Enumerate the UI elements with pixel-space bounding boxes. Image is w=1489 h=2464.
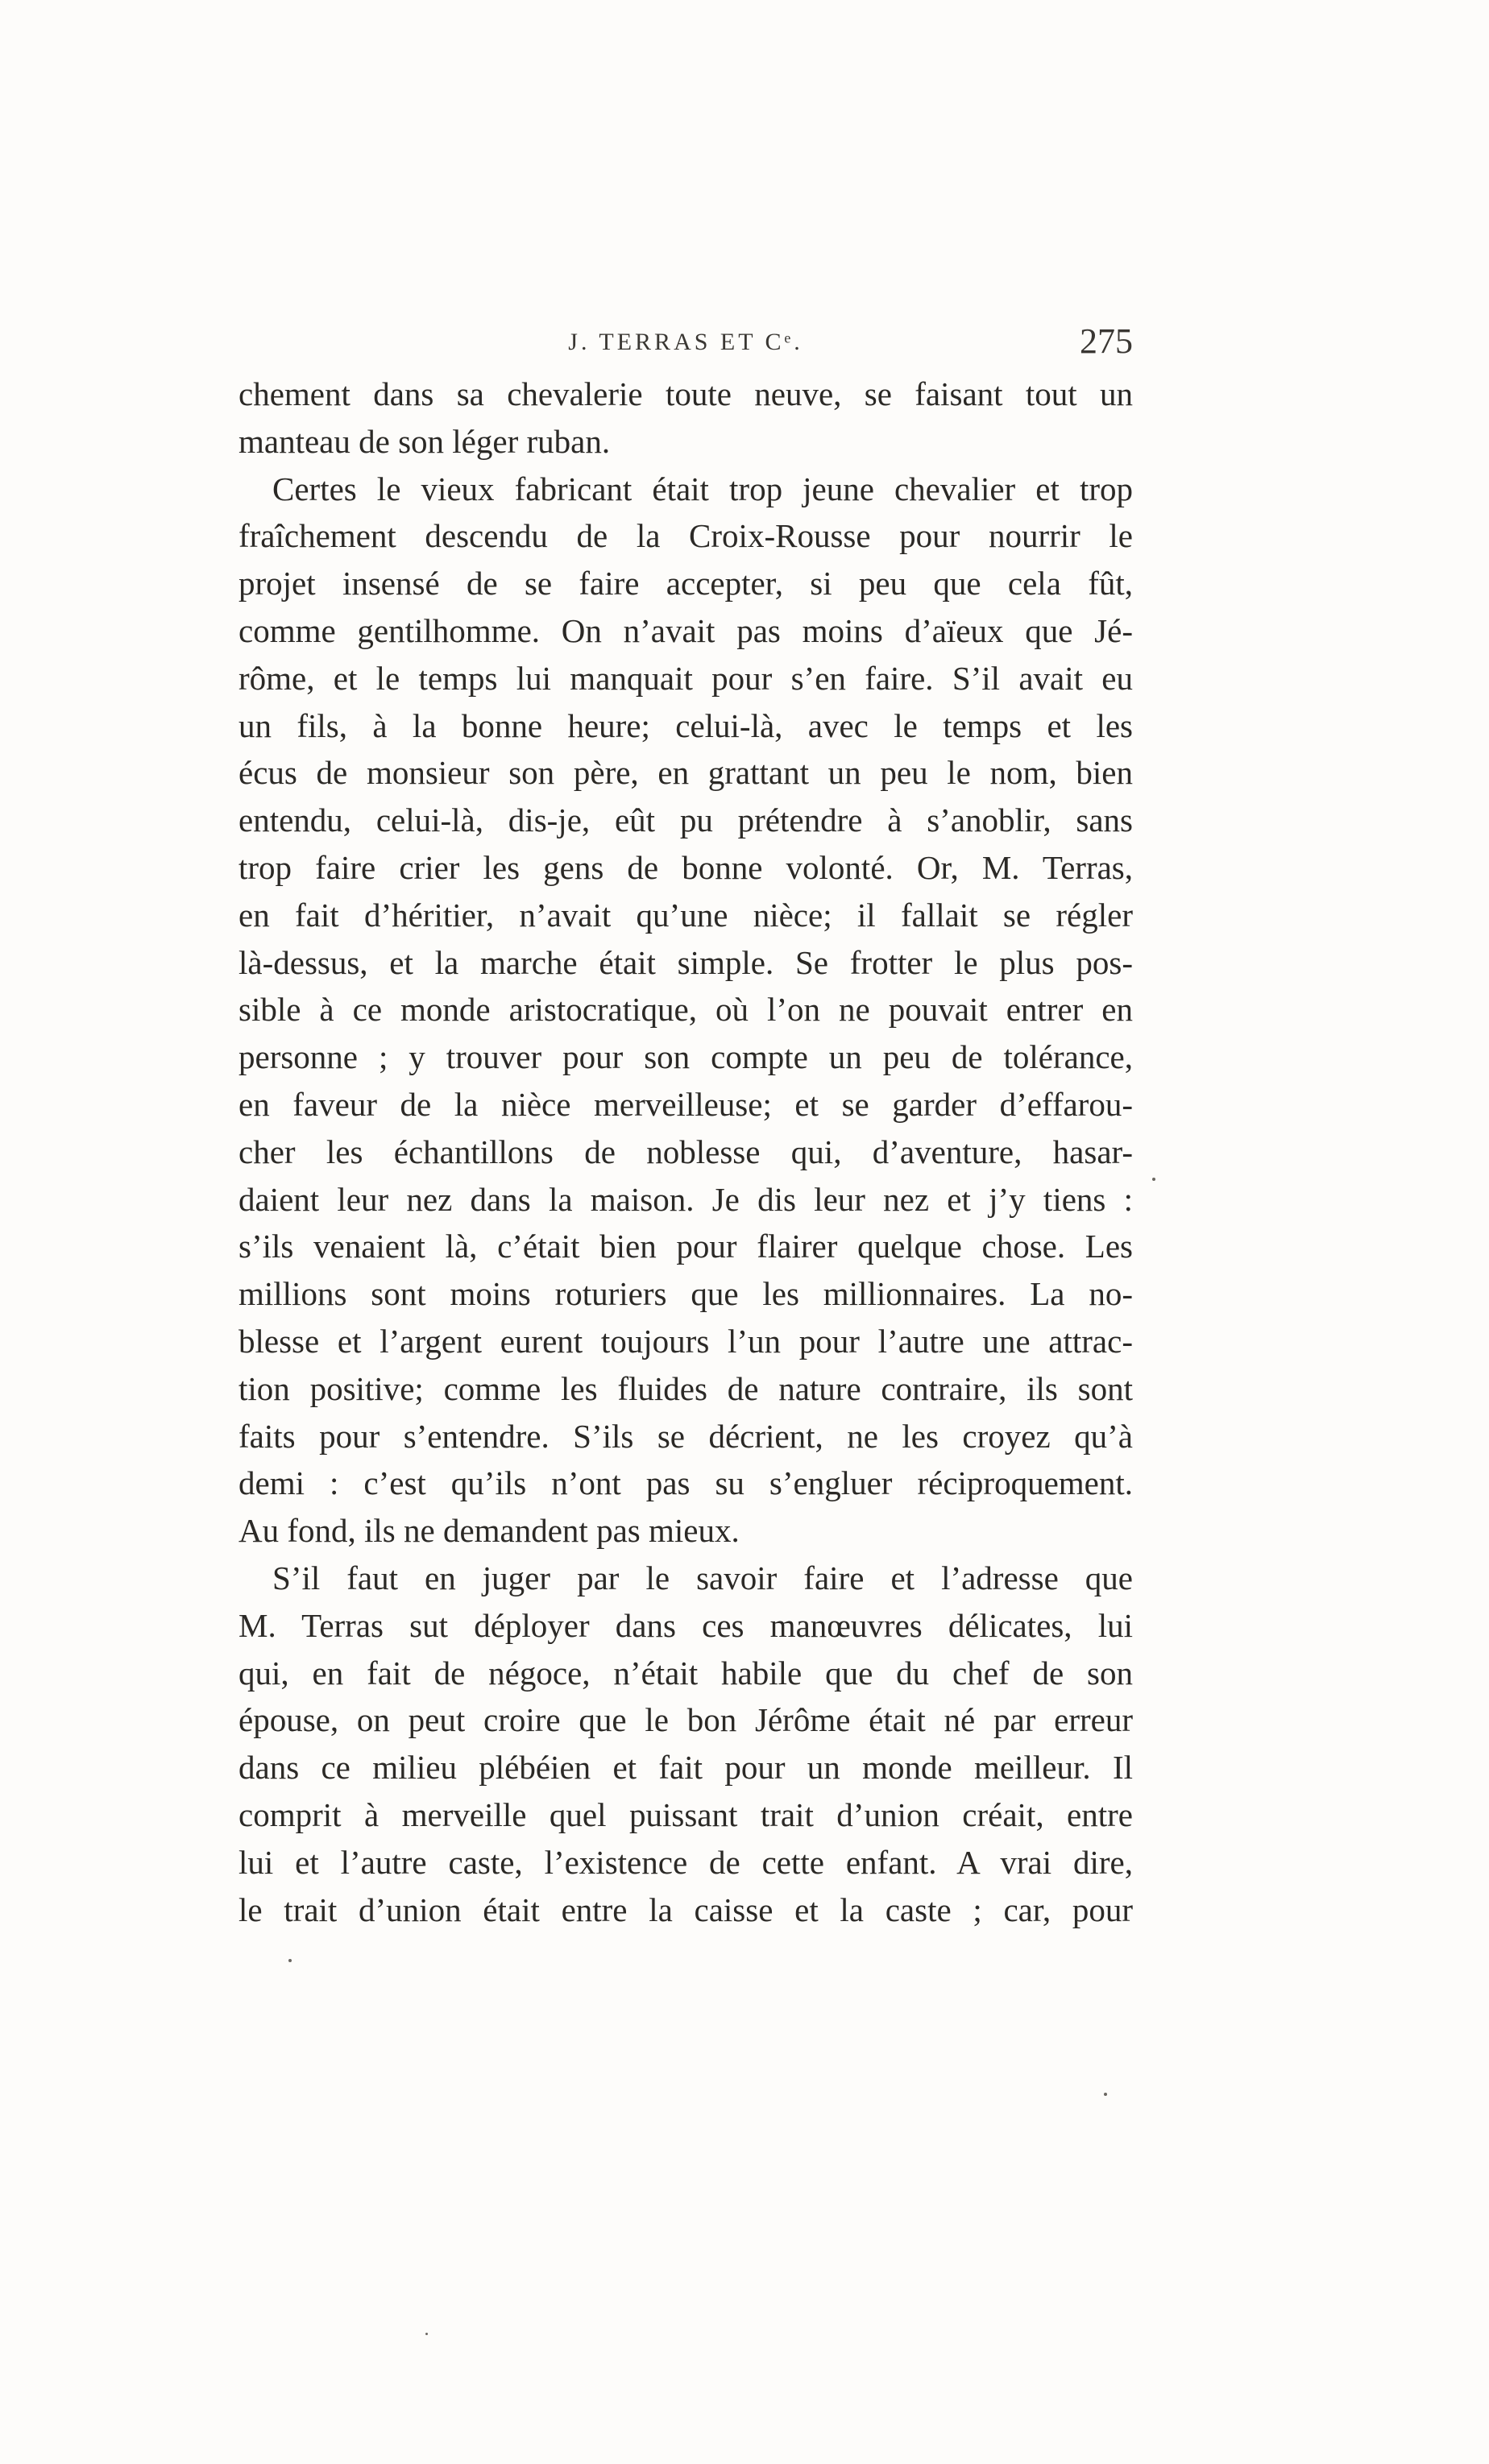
text-line: personne ; y trouver pour son compte un peu de tolérance, — [238, 1038, 1133, 1076]
ink-speck — [1104, 2093, 1107, 2096]
text-line: sible à ce monde aristocratique, où l’on ne pouvait entrer en — [238, 991, 1133, 1029]
text-line: millions sont moins roturiers que les millionnaires. La no- — [238, 1275, 1133, 1313]
text-line: épouse, on peut croire que le bon Jérôme était né par erreur — [238, 1701, 1133, 1739]
text-line: S’il faut en juger par le savoir faire et l’adresse que — [272, 1559, 1133, 1596]
text-line: blesse et l’argent eurent toujours l’un pour l’autre une attrac- — [238, 1322, 1133, 1360]
text-line: un fils, à la bonne heure; celui-là, avec le temps et les — [238, 706, 1133, 744]
text-line: entendu, celui-là, dis-je, eût pu prétendre à s’anoblir, sans — [238, 801, 1133, 839]
body-text — [238, 371, 1133, 1933]
text-line: dans ce milieu plébéien et fait pour un monde meilleur. Il — [238, 1749, 1133, 1787]
text-line: fraîchement descendu de la Croix-Rousse pour nourrir le — [238, 517, 1133, 555]
text-line: Certes le vieux fabricant était trop jeune chevalier et trop — [272, 470, 1133, 507]
text-line: tion positive; comme les fluides de nature contraire, ils sont — [238, 1369, 1133, 1407]
text-line: s’ils venaient là, c’était bien pour flairer quelque chose. Les — [238, 1228, 1133, 1265]
ink-speck — [288, 1959, 292, 1962]
text-line: rôme, et le temps lui manquait pour s’en faire. S’il avait eu — [238, 659, 1133, 697]
text-line: en fait d’héritier, n’avait qu’une nièce; il fallait se régler — [238, 896, 1133, 934]
text-line: cher les échantillons de noblesse qui, d’aventure, hasar- — [238, 1133, 1133, 1170]
text-line: projet insensé de se faire accepter, si peu que cela fût, — [238, 565, 1133, 603]
running-title: J. TERRAS ET Cᵉ. — [568, 329, 803, 355]
running-head — [238, 321, 1133, 369]
text-line: manteau de son léger ruban. — [238, 422, 611, 460]
text-line: demi : c’est qu’ils n’ont pas su s’engluer réciproquement. — [238, 1464, 1133, 1502]
text-line: écus de monsieur son père, en grattant un peu le nom, bien — [238, 754, 1133, 792]
text-line: lui et l’autre caste, l’existence de cette enfant. A vrai dire, — [238, 1843, 1133, 1881]
text-line: Au fond, ils ne demandent pas mieux. — [238, 1512, 740, 1550]
ink-speck — [1152, 1178, 1155, 1181]
text-line: faits pour s’entendre. S’ils se décrient, ne les croyez qu’à — [238, 1417, 1133, 1455]
text-line: trop faire crier les gens de bonne volonté. Or, M. Terras, — [238, 848, 1133, 886]
text-line: en faveur de la nièce merveilleuse; et se garder d’effarou- — [238, 1085, 1133, 1123]
text-line: comprit à merveille quel puissant trait d’union créait, entre — [238, 1795, 1133, 1833]
text-line: daient leur nez dans la maison. Je dis leur nez et j’y tiens : — [238, 1180, 1133, 1218]
text-line: là-dessus, et la marche était simple. Se frotter le plus pos- — [238, 943, 1133, 981]
text-line: le trait d’union était entre la caisse et la caste ; car, pour — [238, 1890, 1133, 1928]
page-number: 275 — [1080, 321, 1133, 361]
text-line: M. Terras sut déployer dans ces manœuvres délicates, lui — [238, 1606, 1133, 1644]
text-line: chement dans sa chevalerie toute neuve, se faisant tout un — [238, 375, 1133, 412]
text-line: comme gentilhomme. On n’avait pas moins d’aïeux que Jé- — [238, 611, 1133, 649]
text-line: qui, en fait de négoce, n’était habile que du chef de son — [238, 1654, 1133, 1692]
ink-speck — [425, 2333, 428, 2335]
